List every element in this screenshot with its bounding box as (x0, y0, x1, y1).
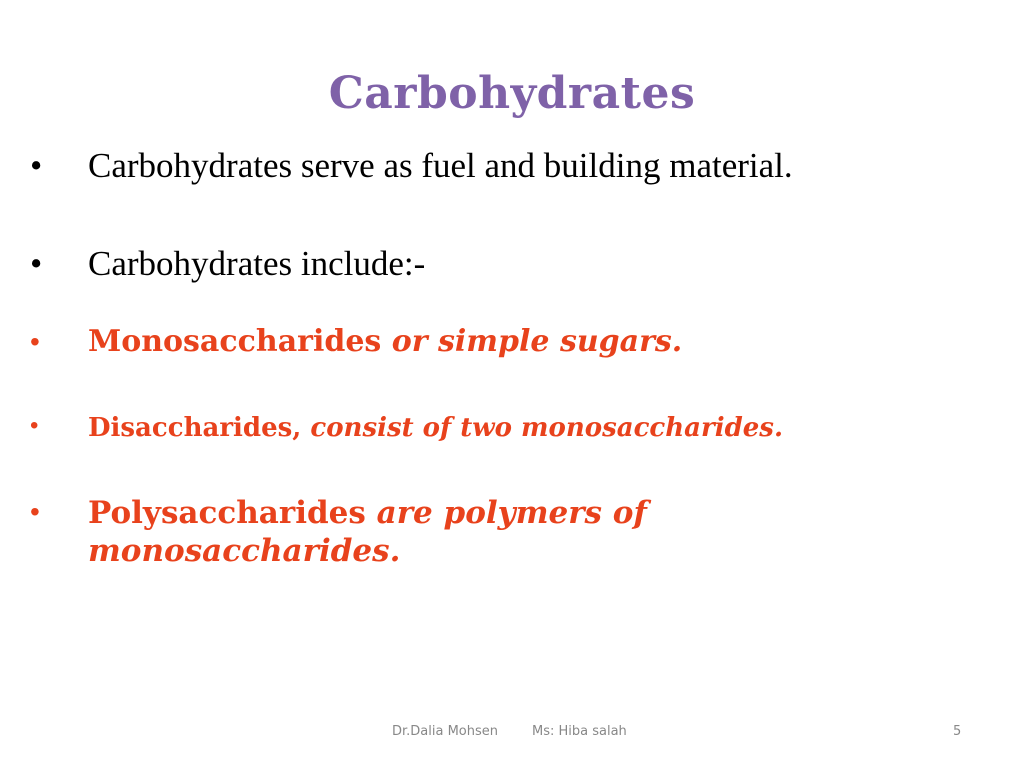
bullet-description: are polymers of monosaccharides. (88, 495, 647, 569)
bullet-text: Carbohydrates serve as fuel and building material. (88, 146, 793, 185)
bullet-description: or simple sugars. (381, 324, 683, 359)
slide-number: 5 (953, 724, 962, 739)
bullet-description: consist of two monosaccharides. (301, 413, 783, 443)
bullet-marker: • (30, 412, 39, 439)
footer-author-right: Ms: Hiba salah (532, 724, 627, 739)
bullet-list (30, 0, 1010, 768)
bullet-term: Polysaccharides (88, 495, 366, 531)
slide-title: Carbohydrates (328, 68, 696, 119)
bullet-marker: • (30, 146, 43, 185)
bullet-marker: • (30, 326, 40, 357)
bullet-text (88, 494, 788, 570)
bullet-marker: • (30, 244, 43, 283)
bullet-text (88, 322, 682, 362)
bullet-term: Disaccharides, (88, 413, 302, 443)
bullet-marker: • (30, 496, 40, 527)
bullet-text: Carbohydrates include:- (88, 244, 426, 283)
bullet-text (88, 410, 783, 446)
bullet-term: Monosaccharides (88, 324, 382, 359)
footer-author-left: Dr.Dalia Mohsen (392, 724, 499, 739)
